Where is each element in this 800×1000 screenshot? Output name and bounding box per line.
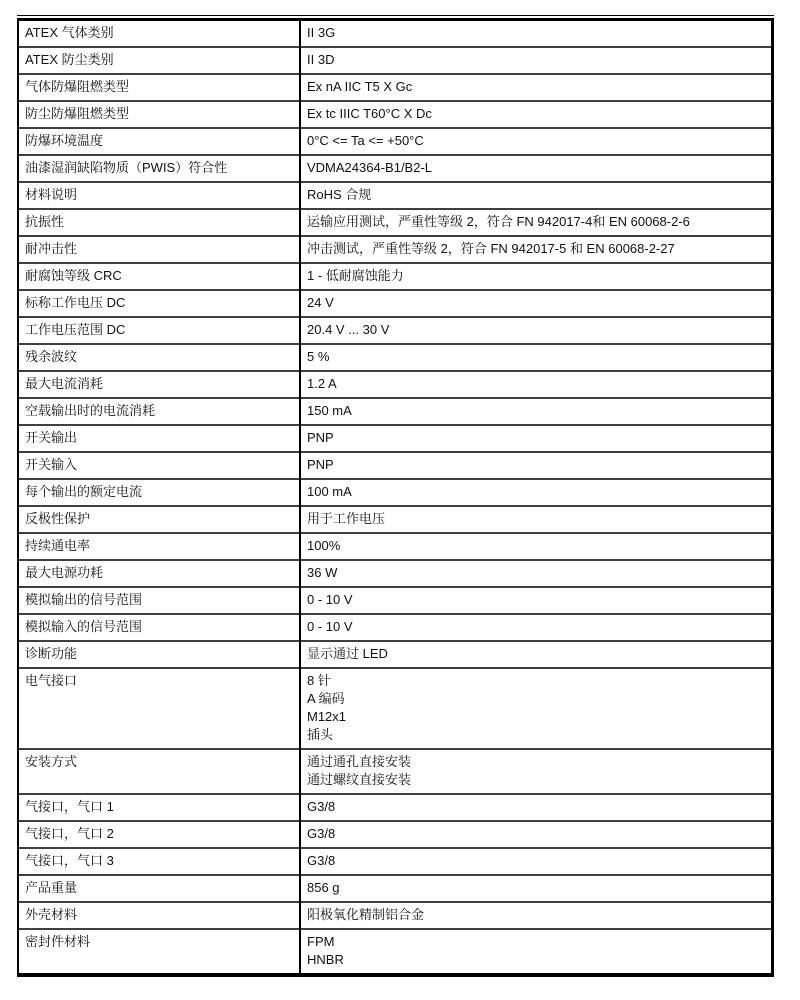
spec-label: 抗振性	[19, 209, 300, 236]
table-row	[19, 794, 771, 821]
table-row	[19, 452, 771, 479]
spec-label: 空载输出时的电流消耗	[19, 398, 300, 425]
spec-value-line: 阳极氧化精制铝合金	[307, 907, 425, 922]
spec-label: 气体防爆阻燃类型	[19, 74, 300, 101]
table-row	[19, 614, 771, 641]
spec-value-line: G3/8	[307, 826, 336, 841]
spec-value	[300, 209, 771, 236]
spec-label: 电气接口	[19, 668, 300, 749]
spec-value-line: 8 针	[307, 673, 331, 688]
spec-value-line: FPM	[307, 934, 335, 949]
table-row	[19, 668, 771, 749]
table-row	[19, 506, 771, 533]
spec-value-line: 0°C <= Ta <= +50°C	[307, 133, 424, 148]
spec-value-line: 0 - 10 V	[307, 592, 353, 607]
spec-value-line: HNBR	[307, 952, 344, 967]
spec-value	[300, 371, 771, 398]
spec-value-line: PNP	[307, 430, 334, 445]
spec-label: 防爆环境温度	[19, 128, 300, 155]
spec-value-line: M12x1	[307, 709, 347, 724]
table-row	[19, 425, 771, 452]
spec-label: 气接口，气口 3	[19, 848, 300, 875]
spec-label: 反极性保护	[19, 506, 300, 533]
spec-value	[300, 749, 771, 794]
table-row	[19, 533, 771, 560]
spec-table	[19, 21, 771, 973]
spec-value-line: A 编码	[307, 691, 345, 706]
spec-value	[300, 398, 771, 425]
table-row	[19, 101, 771, 128]
spec-value-line: 24 V	[307, 295, 334, 310]
spec-value-line: II 3G	[307, 25, 336, 40]
spec-value-line: 1 - 低耐腐蚀能力	[307, 268, 404, 283]
table-row	[19, 902, 771, 929]
spec-label: 气接口，气口 1	[19, 794, 300, 821]
spec-label: 气接口，气口 2	[19, 821, 300, 848]
spec-value-line: 显示通过 LED	[307, 646, 388, 661]
table-row	[19, 263, 771, 290]
table-row	[19, 848, 771, 875]
spec-value	[300, 74, 771, 101]
spec-value	[300, 533, 771, 560]
spec-label: 防尘防爆阻燃类型	[19, 101, 300, 128]
spec-value-line: 0 - 10 V	[307, 619, 353, 634]
spec-value-line: 运输应用测试，严重性等级 2，符合 FN 942017-4和 EN 60068-2-6	[307, 214, 690, 229]
spec-value-line: PNP	[307, 457, 334, 472]
spec-value-line: 通过螺纹直接安装	[307, 772, 412, 787]
spec-value-line: II 3D	[307, 52, 335, 67]
spec-value-line: 插头	[307, 727, 334, 742]
spec-value	[300, 929, 771, 973]
spec-value-line: Ex nA IIC T5 X Gc	[307, 79, 413, 94]
spec-label: 开关输入	[19, 452, 300, 479]
spec-value-line: 20.4 V ... 30 V	[307, 322, 390, 337]
spec-value-line: 150 mA	[307, 403, 352, 418]
spec-value	[300, 344, 771, 371]
spec-value	[300, 236, 771, 263]
spec-label: 每个输出的额定电流	[19, 479, 300, 506]
table-row	[19, 821, 771, 848]
spec-value-line: 1.2 A	[307, 376, 337, 391]
table-row	[19, 128, 771, 155]
spec-label: 开关输出	[19, 425, 300, 452]
table-row	[19, 74, 771, 101]
spec-label: 耐冲击性	[19, 236, 300, 263]
spec-value	[300, 848, 771, 875]
table-row	[19, 398, 771, 425]
table-row	[19, 47, 771, 74]
spec-value-line: G3/8	[307, 799, 336, 814]
spec-value	[300, 128, 771, 155]
spec-value-line: RoHS 合规	[307, 187, 372, 202]
spec-value-line: 通过通孔直接安装	[307, 754, 412, 769]
table-row	[19, 317, 771, 344]
spec-label: 最大电流消耗	[19, 371, 300, 398]
spec-value-line: 36 W	[307, 565, 338, 580]
spec-value-line: 用于工作电压	[307, 511, 386, 526]
spec-value	[300, 668, 771, 749]
spec-value-line: Ex tc IIIC T60°C X Dc	[307, 106, 432, 121]
spec-value	[300, 641, 771, 668]
spec-label: 残余波纹	[19, 344, 300, 371]
spec-label: ATEX 气体类别	[19, 21, 300, 47]
spec-table-frame	[17, 18, 774, 977]
spec-label: 最大电源功耗	[19, 560, 300, 587]
spec-value	[300, 614, 771, 641]
spec-value	[300, 479, 771, 506]
table-row	[19, 21, 771, 47]
spec-value	[300, 587, 771, 614]
spec-label: 安装方式	[19, 749, 300, 794]
spec-value-line: G3/8	[307, 853, 336, 868]
spec-label: 工作电压范围 DC	[19, 317, 300, 344]
spec-value-line: 100%	[307, 538, 341, 553]
spec-label: 持续通电率	[19, 533, 300, 560]
spec-value	[300, 317, 771, 344]
spec-value	[300, 452, 771, 479]
spec-value	[300, 155, 771, 182]
table-row	[19, 875, 771, 902]
spec-value	[300, 560, 771, 587]
spec-value-line: VDMA24364-B1/B2-L	[307, 160, 433, 175]
spec-value	[300, 47, 771, 74]
spec-value-line: 856 g	[307, 880, 340, 895]
table-row	[19, 236, 771, 263]
spec-value-line: 5 %	[307, 349, 330, 364]
table-top-rule	[17, 15, 774, 16]
table-row	[19, 290, 771, 317]
spec-label: 材料说明	[19, 182, 300, 209]
spec-value	[300, 21, 771, 47]
spec-label: 油漆湿润缺陷物质（PWIS）符合性	[19, 155, 300, 182]
spec-value	[300, 182, 771, 209]
spec-value-line: 100 mA	[307, 484, 352, 499]
spec-label: ATEX 防尘类别	[19, 47, 300, 74]
table-row	[19, 749, 771, 794]
spec-value	[300, 794, 771, 821]
table-row	[19, 371, 771, 398]
spec-value	[300, 506, 771, 533]
table-row	[19, 641, 771, 668]
spec-table-block	[17, 15, 774, 977]
table-row	[19, 155, 771, 182]
spec-value-line: 冲击测试，严重性等级 2，符合 FN 942017-5 和 EN 60068-2-27	[307, 241, 675, 256]
table-row	[19, 182, 771, 209]
spec-value	[300, 875, 771, 902]
spec-value	[300, 425, 771, 452]
table-row	[19, 587, 771, 614]
spec-value	[300, 821, 771, 848]
spec-label: 模拟输入的信号范围	[19, 614, 300, 641]
spec-label: 诊断功能	[19, 641, 300, 668]
table-row	[19, 929, 771, 973]
table-row	[19, 479, 771, 506]
spec-value	[300, 290, 771, 317]
spec-label: 外壳材料	[19, 902, 300, 929]
spec-label: 标称工作电压 DC	[19, 290, 300, 317]
spec-value	[300, 263, 771, 290]
spec-value	[300, 101, 771, 128]
spec-label: 产品重量	[19, 875, 300, 902]
spec-label: 耐腐蚀等级 CRC	[19, 263, 300, 290]
table-row	[19, 344, 771, 371]
spec-value	[300, 902, 771, 929]
spec-label: 模拟输出的信号范围	[19, 587, 300, 614]
table-row	[19, 209, 771, 236]
table-row	[19, 560, 771, 587]
spec-label: 密封件材料	[19, 929, 300, 973]
